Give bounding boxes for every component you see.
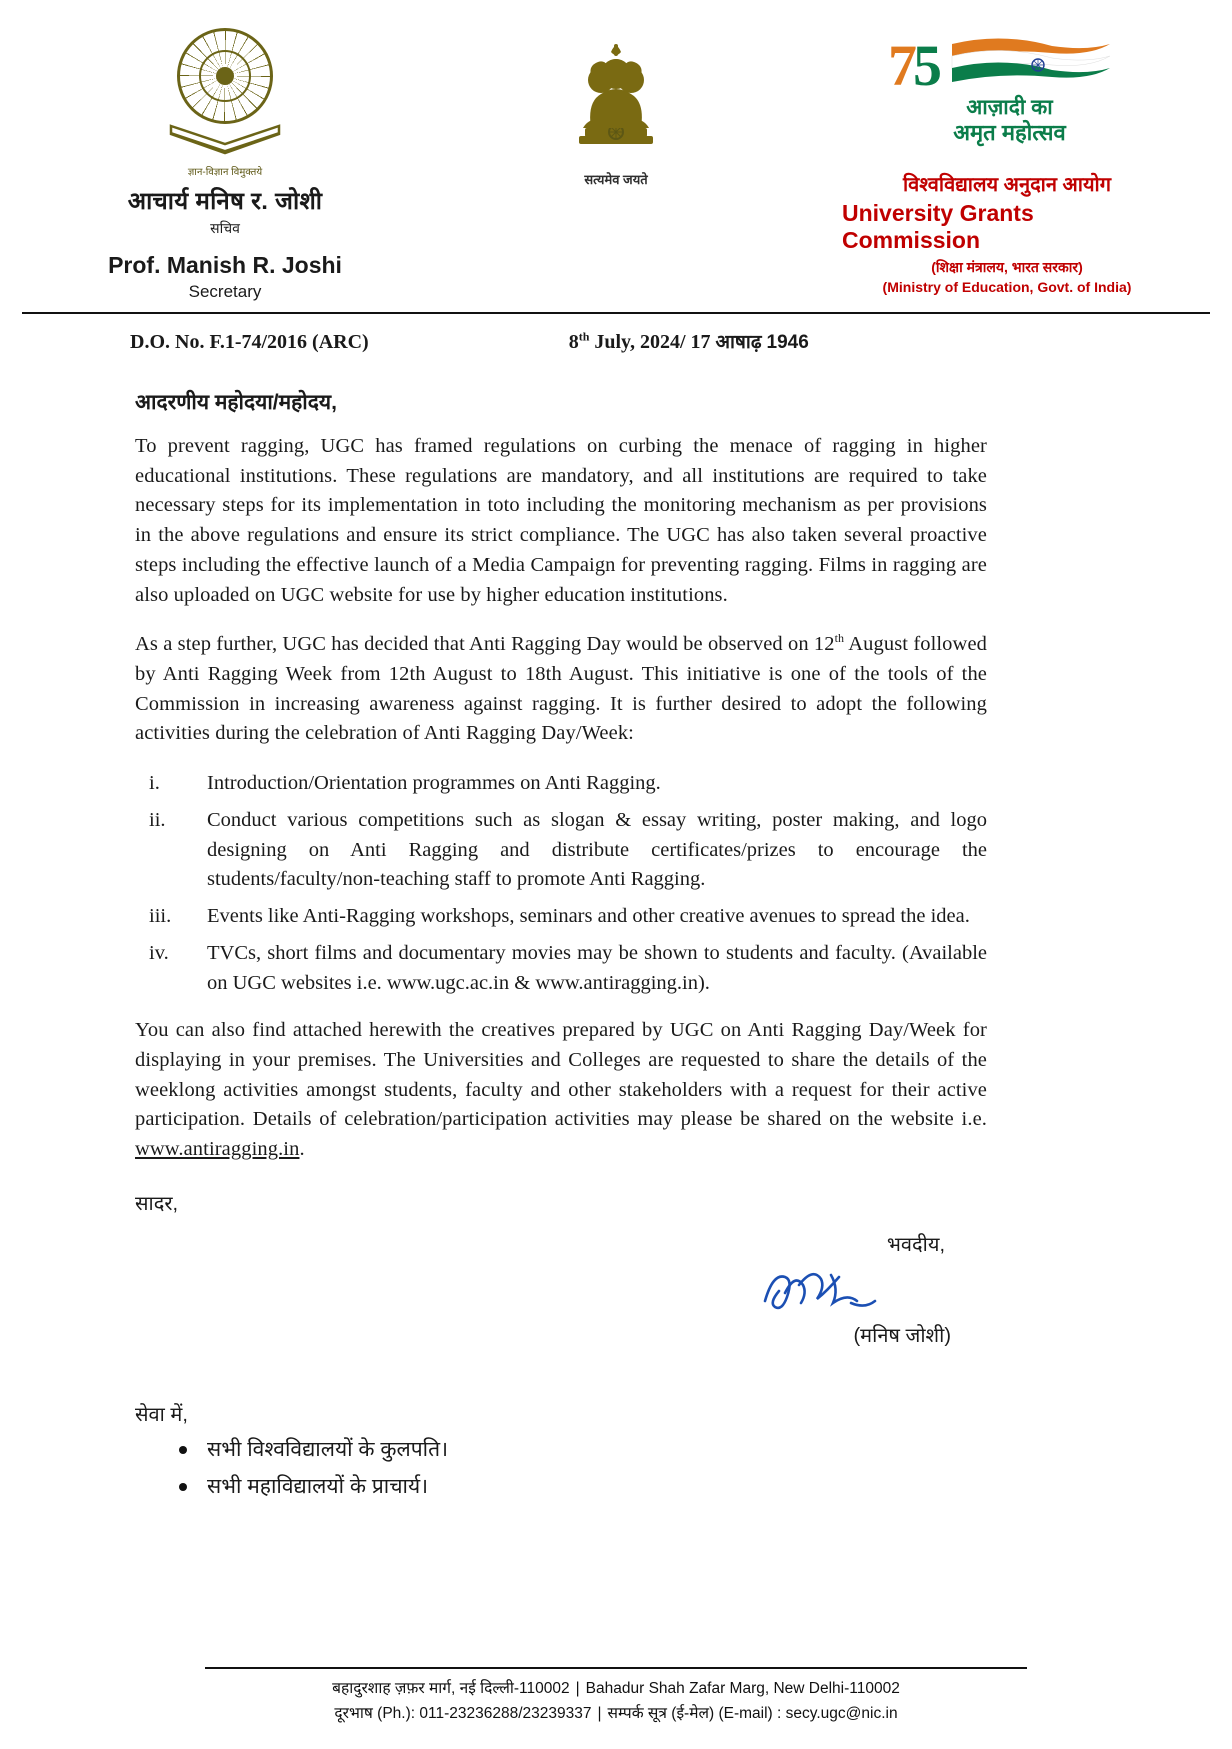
list-item-text: Introduction/Orientation programmes on Anti Ragging.	[207, 772, 661, 795]
date-hindi-month: आषाढ़	[715, 332, 762, 353]
closing-regards: सादर,	[135, 1192, 179, 1215]
azadi-ka-amrit-mahotsav-logo-icon	[882, 28, 1132, 168]
list-item	[145, 806, 987, 895]
list-item: सभी महाविद्यालयों के प्राचार्य।	[171, 1472, 987, 1500]
satyameva-jayate-text: सत्यमेव जयते	[584, 172, 648, 187]
recipients-block	[135, 1400, 987, 1500]
organisation-name-hindi: विश्वविद्यालय अनुदान आयोग	[902, 174, 1112, 196]
address-english: Bahadur Shah Zafar Marg, New Delhi-110002	[585, 1680, 900, 1698]
list-item	[145, 939, 987, 998]
activities-list	[135, 769, 987, 998]
secretary-designation-hindi: सचिव	[210, 220, 240, 236]
to-label: सेवा में,	[135, 1403, 188, 1426]
do-number: D.O. No. F.1-74/2016 (ARC)	[130, 331, 369, 353]
paragraph-2-part-b: August followed by Anti Ragging Week from 12th August to 18th August. This initiative is one of the tools of the Commission in increasing awareness against ragging. It is further desired to adopt the following activities during the celebration of Anti Ragging Day/Week:	[135, 633, 987, 745]
ministry-name-english: (Ministry of Education, Govt. of India)	[882, 279, 1132, 295]
list-item	[145, 902, 987, 932]
footer-address-line	[0, 1677, 1232, 1702]
recipients-list	[135, 1435, 987, 1500]
secretary-name-hindi: आचार्य मनिष र. जोशी	[127, 188, 323, 215]
paragraph-2-part-a: As a step further, UGC has decided that Anti Ragging Day would be observed on 12	[135, 633, 835, 656]
paragraph-1: To prevent ragging, UGC has framed regulations on curbing the menace of ragging in higher educational institutions. These regulations are mandatory, and all institutions are required to take necessary steps for its implementation in toto including the monitoring mechanism as per provisions in the above regulations and ensure its strict compliance. The UGC has also taken several proactive steps including the effective launch of a Media Campaign for preventing ragging. Films in ragging are also uploaded on UGC website for use by higher education institutions.	[135, 435, 987, 606]
phone-text: दूरभाष (Ph.): 011-23236288/23239337	[334, 1705, 592, 1723]
footer-divider	[205, 1667, 1027, 1669]
paragraph-3	[135, 1016, 987, 1165]
tricolour-flag-icon	[946, 34, 1116, 96]
handwritten-signature-icon	[135, 1259, 975, 1321]
footer-phone-email-line	[0, 1702, 1232, 1727]
azadi-logo-text	[902, 96, 1117, 145]
paragraph-2	[135, 630, 987, 749]
list-item-numeral: i.	[149, 772, 160, 795]
list-item-text: TVCs, short films and documentary movies may be shown to students and faculty. (Available on UGC websites i.e. www.ugc.ac.in & www.antiragging.in).	[207, 941, 987, 994]
list-item-numeral: iv.	[149, 941, 169, 964]
reference-line	[0, 314, 1232, 354]
list-item-numeral: ii.	[149, 808, 166, 831]
ministry-name-hindi: (शिक्षा मंत्रालय, भारत सरकार)	[931, 259, 1083, 275]
azadi-line-2: अमृत महोत्सव	[953, 120, 1066, 146]
date-ordinal: th	[578, 329, 590, 344]
paragraph-2-ordinal: th	[834, 631, 845, 646]
list-item-numeral: iii.	[149, 905, 172, 928]
email-label: सम्पर्क सूत्र (ई-मेल) (E-mail) :	[607, 1705, 782, 1723]
ugc-chakra-logo-icon	[165, 28, 285, 178]
chakra-motto-text: ज्ञान-विज्ञान विमुक्तये	[187, 167, 263, 178]
closing-yours: भवदीय,	[886, 1233, 945, 1256]
letterhead	[0, 0, 1232, 302]
letter-date	[569, 328, 809, 354]
date-hindi-year: 1946	[766, 332, 809, 353]
open-book-icon	[169, 122, 281, 156]
list-item-text: Events like Anti-Ragging workshops, seminars and other creative avenues to spread the idea.	[207, 905, 970, 928]
list-item	[145, 769, 987, 799]
organisation-name-english: University Grants Commission	[842, 200, 1034, 253]
date-day: 8	[568, 331, 579, 353]
paragraph-3-part-a: You can also find attached herewith the creatives prepared by UGC on Anti Ragging Day/Week for displaying in your premises. The Universities and Colleges are requested to share the details of the weeklong activities amongst students, faculty and other stakeholders with a request for their active participation. Details of celebration/participation activities may please be shared on the website i.e.	[135, 1019, 987, 1131]
list-item: सभी विश्वविद्यालयों के कुलपति।	[171, 1435, 987, 1463]
list-item-text: Conduct various competitions such as slogan & essay writing, poster making, and logo designing on Anti Ragging and distribute certificates/prizes to encourage the students/faculty/non-teaching staff to promote Anti Ragging.	[207, 808, 987, 891]
date-rest: July, 2024/ 17	[589, 331, 711, 353]
azadi-line-1: आज़ादी का	[966, 96, 1053, 119]
signature-block	[135, 1230, 987, 1348]
footer-contact	[0, 1677, 1232, 1727]
letterhead-center	[476, 28, 756, 188]
email-address[interactable]: secy.ugc@nic.in	[785, 1705, 898, 1723]
letter-footer	[0, 1667, 1232, 1727]
antiragging-website-link[interactable]: www.antiragging.in	[135, 1138, 300, 1161]
letterhead-right	[842, 28, 1172, 295]
azadi-75-number: 75	[888, 33, 938, 98]
secretary-name-english: Prof. Manish R. Joshi	[108, 252, 342, 278]
secretary-designation-english: Secretary	[188, 282, 262, 301]
paragraph-3-part-b: .	[299, 1138, 305, 1161]
state-emblem-icon	[561, 36, 671, 166]
signer-name: (मनिष जोशी)	[853, 1324, 951, 1347]
letterhead-left	[60, 28, 390, 302]
address-hindi: बहादुरशाह ज़फ़र मार्ग, नई दिल्ली-110002	[332, 1680, 570, 1698]
footer-separator: |	[575, 1680, 580, 1698]
salutation: आदरणीय महोदया/महोदय,	[135, 391, 337, 414]
letter-body	[0, 354, 1232, 1500]
footer-separator: |	[597, 1705, 602, 1723]
